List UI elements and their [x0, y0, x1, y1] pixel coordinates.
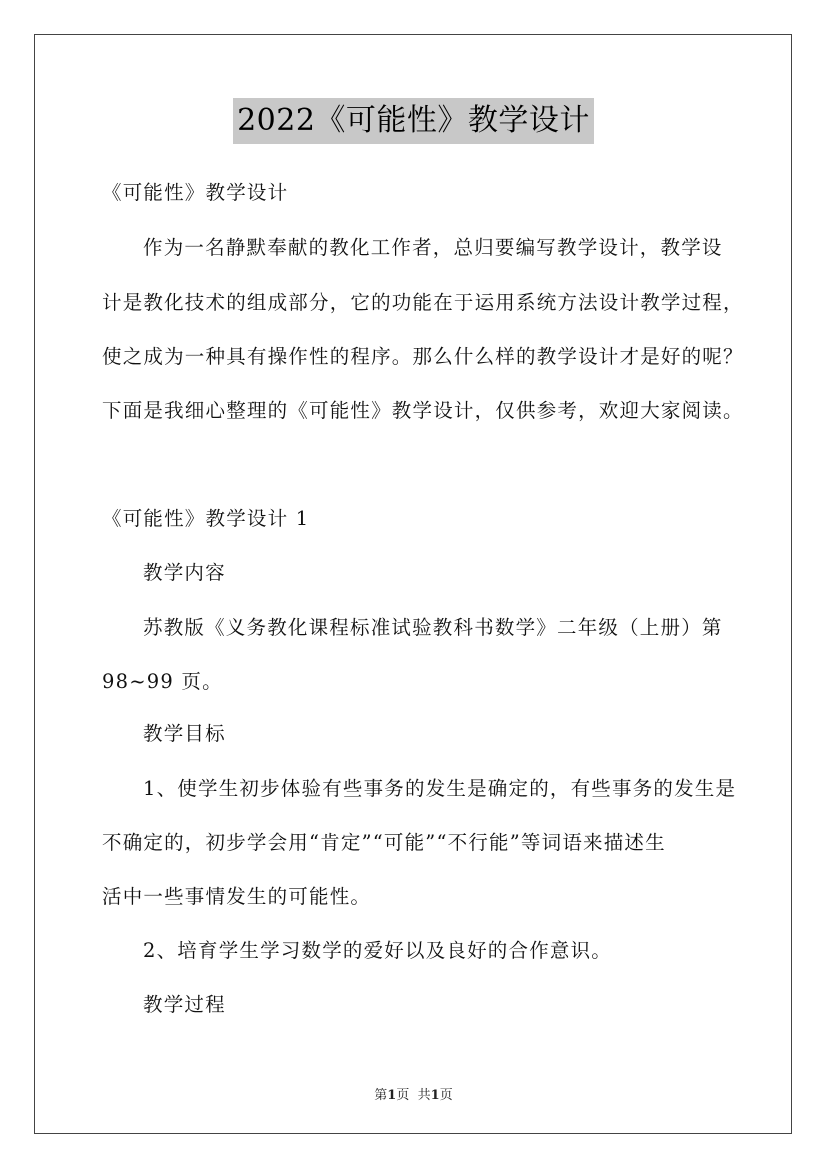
intro-line-3: 使之成为一种具有操作性的程序。那么什么样的教学设计才是好的呢？	[102, 345, 744, 368]
goal1-line-1: 1、使学生初步体验有些事务的发生是确定的，有些事务的发生是	[143, 777, 737, 800]
footer-page-label: 第	[374, 1088, 388, 1103]
goals-heading: 教学目标	[143, 722, 226, 745]
footer-total-label: 共	[417, 1088, 431, 1103]
content-line-1: 苏教版《义务教化课程标准试验教科书数学》二年级（上册）第	[143, 616, 723, 639]
section1-title: 《可能性》教学设计 1	[102, 507, 310, 530]
footer-total-number: 1	[430, 1088, 440, 1103]
intro-line-1: 作为一名静默奉献的教化工作者，总归要编写教学设计，教学设	[143, 236, 723, 259]
footer-page-number: 1	[387, 1088, 397, 1103]
section-heading: 《可能性》教学设计	[102, 181, 289, 204]
process-heading: 教学过程	[143, 993, 226, 1016]
goal1-line-2: 不确定的，初步学会用“肯定”“可能”“不行能”等词语来描述生	[102, 831, 666, 854]
title-container	[0, 98, 827, 144]
document-title: 2022《可能性》教学设计	[233, 98, 594, 144]
goal2-line: 2、培育学生学习数学的爱好以及良好的合作意识。	[143, 939, 613, 962]
intro-line-4: 下面是我细心整理的《可能性》教学设计，仅供参考，欢迎大家阅读。	[102, 399, 744, 422]
content-heading: 教学内容	[143, 561, 226, 584]
footer-page-unit: 页	[396, 1088, 410, 1103]
page-footer	[0, 1084, 827, 1103]
intro-line-2: 计是教化技术的组成部分，它的功能在于运用系统方法设计教学过程，	[102, 291, 744, 314]
footer-total-unit: 页	[439, 1088, 453, 1103]
goal1-line-3: 活中一些事情发生的可能性。	[102, 885, 372, 908]
content-line-2: 98~99 页。	[102, 670, 223, 693]
